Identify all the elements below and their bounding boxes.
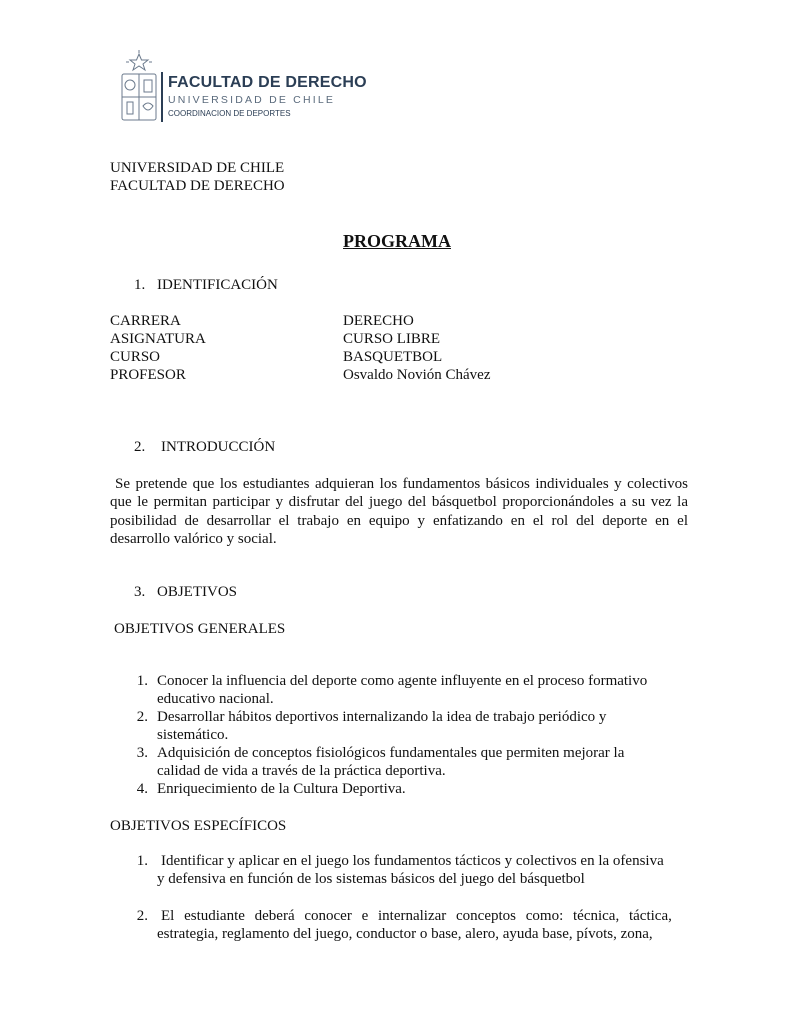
list-item-text: y defensiva en función de los sistemas básicos del juego del básquetbol bbox=[157, 871, 585, 887]
list-item-number: 1. bbox=[136, 853, 148, 869]
id-label: CARRERA bbox=[110, 313, 181, 329]
logo-coordination: COORDINACION DE DEPORTES bbox=[168, 109, 291, 118]
faculty-logo bbox=[118, 48, 367, 128]
section2-heading: INTRODUCCIÓN bbox=[161, 439, 276, 455]
section1-heading: IDENTIFICACIÓN bbox=[157, 277, 278, 293]
specific-objectives-heading: OBJETIVOS ESPECÍFICOS bbox=[110, 818, 287, 834]
list-item-text: educativo nacional. bbox=[157, 691, 274, 707]
logo-subtitle: UNIVERSIDAD DE CHILE bbox=[168, 94, 336, 106]
id-value: DERECHO bbox=[343, 313, 414, 329]
list-item-text: estrategia, reglamento del juego, conductor o base, alero, ayuda base, pívots, zona, bbox=[157, 926, 653, 942]
logo-title: FACULTAD DE DERECHO bbox=[168, 74, 367, 91]
list-item-text: Conocer la influencia del deporte como agente influyente en el proceso formativo bbox=[157, 673, 648, 689]
section2-number: 2. bbox=[134, 439, 146, 455]
university-crest-icon bbox=[118, 50, 160, 124]
general-objectives-heading: OBJETIVOS GENERALES bbox=[114, 621, 286, 637]
id-label: PROFESOR bbox=[110, 367, 186, 383]
id-value: CURSO LIBRE bbox=[343, 331, 441, 347]
list-item-number: 2. bbox=[136, 908, 148, 924]
id-label: CURSO bbox=[110, 349, 161, 365]
section1-number: 1. bbox=[134, 277, 146, 293]
header-university: UNIVERSIDAD DE CHILE bbox=[110, 160, 285, 176]
introduction-paragraph: Se pretende que los estudiantes adquieran los fundamentos básicos individuales y colectivos que le permitan participar y disfrutar del juego del básquetbol proporcionándoles a su vez la posibilidad de desarrollar el trabajo en equipo y enfatizando en el rol del deporte en el desarrollo valórico y social. bbox=[110, 476, 688, 547]
logo-divider bbox=[161, 72, 163, 122]
list-item-text: El estudiante deberá conocer e internalizar conceptos como: técnica, táctica, bbox=[161, 908, 672, 924]
id-value: Osvaldo Novión Chávez bbox=[343, 367, 491, 383]
list-item-number: 2. bbox=[136, 709, 148, 725]
section3-heading: OBJETIVOS bbox=[157, 584, 238, 600]
page-title: PROGRAMA bbox=[343, 231, 451, 251]
header-faculty: FACULTAD DE DERECHO bbox=[110, 178, 285, 194]
list-item-text: Desarrollar hábitos deportivos internalizando la idea de trabajo periódico y bbox=[157, 709, 607, 725]
list-item-number: 3. bbox=[136, 745, 148, 761]
id-label: ASIGNATURA bbox=[110, 331, 206, 347]
list-item-number: 4. bbox=[136, 781, 148, 797]
list-item-text: Adquisición de conceptos fisiológicos fundamentales que permiten mejorar la bbox=[157, 745, 625, 761]
section3-number: 3. bbox=[134, 584, 146, 600]
list-item-text: sistemático. bbox=[157, 727, 229, 743]
id-value: BASQUETBOL bbox=[343, 349, 443, 365]
list-item-text: Identificar y aplicar en el juego los fundamentos tácticos y colectivos en la ofensiva bbox=[161, 853, 664, 869]
list-item-text: calidad de vida a través de la práctica deportiva. bbox=[157, 763, 446, 779]
list-item-number: 1. bbox=[136, 673, 148, 689]
list-item-text: Enriquecimiento de la Cultura Deportiva. bbox=[157, 781, 406, 797]
